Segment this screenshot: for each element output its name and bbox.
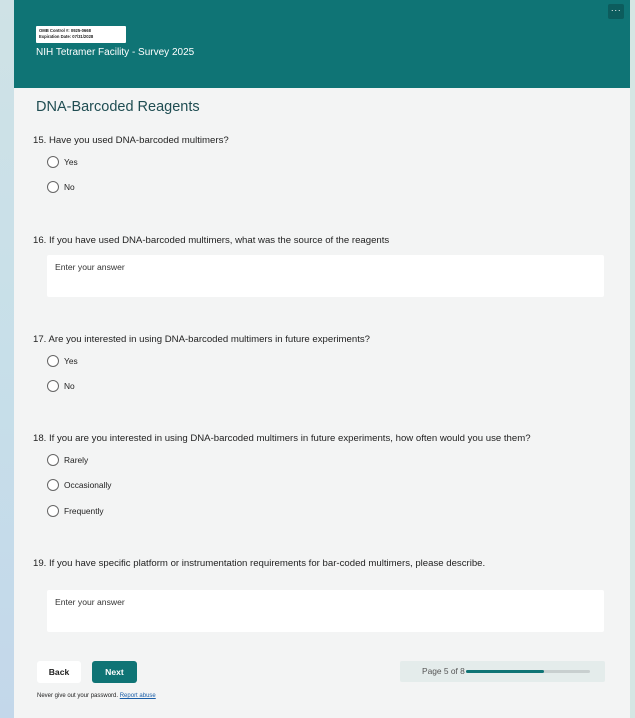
back-button[interactable]: Back [37, 661, 81, 683]
survey-header [14, 0, 630, 88]
section-title: DNA-Barcoded Reagents [36, 99, 200, 115]
radio-button[interactable] [47, 181, 59, 193]
radio-button[interactable] [47, 355, 59, 367]
option-label: No [64, 381, 75, 391]
page-indicator: Page 5 of 8 [422, 666, 465, 676]
omb-notice [36, 26, 126, 43]
page-background-right [630, 0, 635, 718]
option-label: Occasionally [64, 480, 112, 490]
more-options-icon[interactable]: ··· [608, 4, 624, 19]
question-17: 17. Are you interested in using DNA-barcoded multimers in future experiments? [33, 334, 371, 345]
option-label: Yes [64, 356, 78, 366]
radio-button[interactable] [47, 454, 59, 466]
radio-button[interactable] [47, 479, 59, 491]
answer-placeholder: Enter your answer [55, 262, 125, 272]
survey-title: NIH Tetramer Facility - Survey 2025 [36, 47, 195, 58]
survey-card [14, 0, 630, 718]
next-button[interactable]: Next [92, 661, 137, 683]
question-16: 16. If you have used DNA-barcoded multimers, what was the source of the reagents [33, 235, 390, 246]
question-18: 18. If you are you interested in using DNA-barcoded multimers in future experiments, how often would you use them? [33, 433, 531, 444]
answer-placeholder: Enter your answer [55, 597, 125, 607]
footer [37, 693, 156, 699]
radio-button[interactable] [47, 380, 59, 392]
radio-button[interactable] [47, 505, 59, 517]
question-19: 19. If you have specific platform or instrumentation requirements for bar-coded multimers, please describe. [33, 558, 486, 569]
q16-answer-input[interactable] [47, 255, 604, 297]
progress-fill [466, 670, 544, 673]
report-abuse-link[interactable]: Report abuse [119, 693, 156, 699]
radio-button[interactable] [47, 156, 59, 168]
option-label: No [64, 182, 75, 192]
option-label: Yes [64, 157, 78, 167]
page-background-left [0, 0, 14, 718]
page-progress [400, 661, 605, 682]
omb-expiration-date: Expiration Date: 07/31/2028 [39, 34, 94, 39]
option-label: Frequently [64, 506, 104, 516]
progress-bar [466, 670, 590, 673]
question-15: 15. Have you used DNA-barcoded multimers? [33, 135, 229, 146]
omb-control-number: OMB Control #: 0925-0668 [39, 28, 91, 33]
q19-answer-input[interactable] [47, 590, 604, 632]
option-label: Rarely [64, 455, 89, 465]
footer-text: Never give out your password. [37, 693, 119, 699]
